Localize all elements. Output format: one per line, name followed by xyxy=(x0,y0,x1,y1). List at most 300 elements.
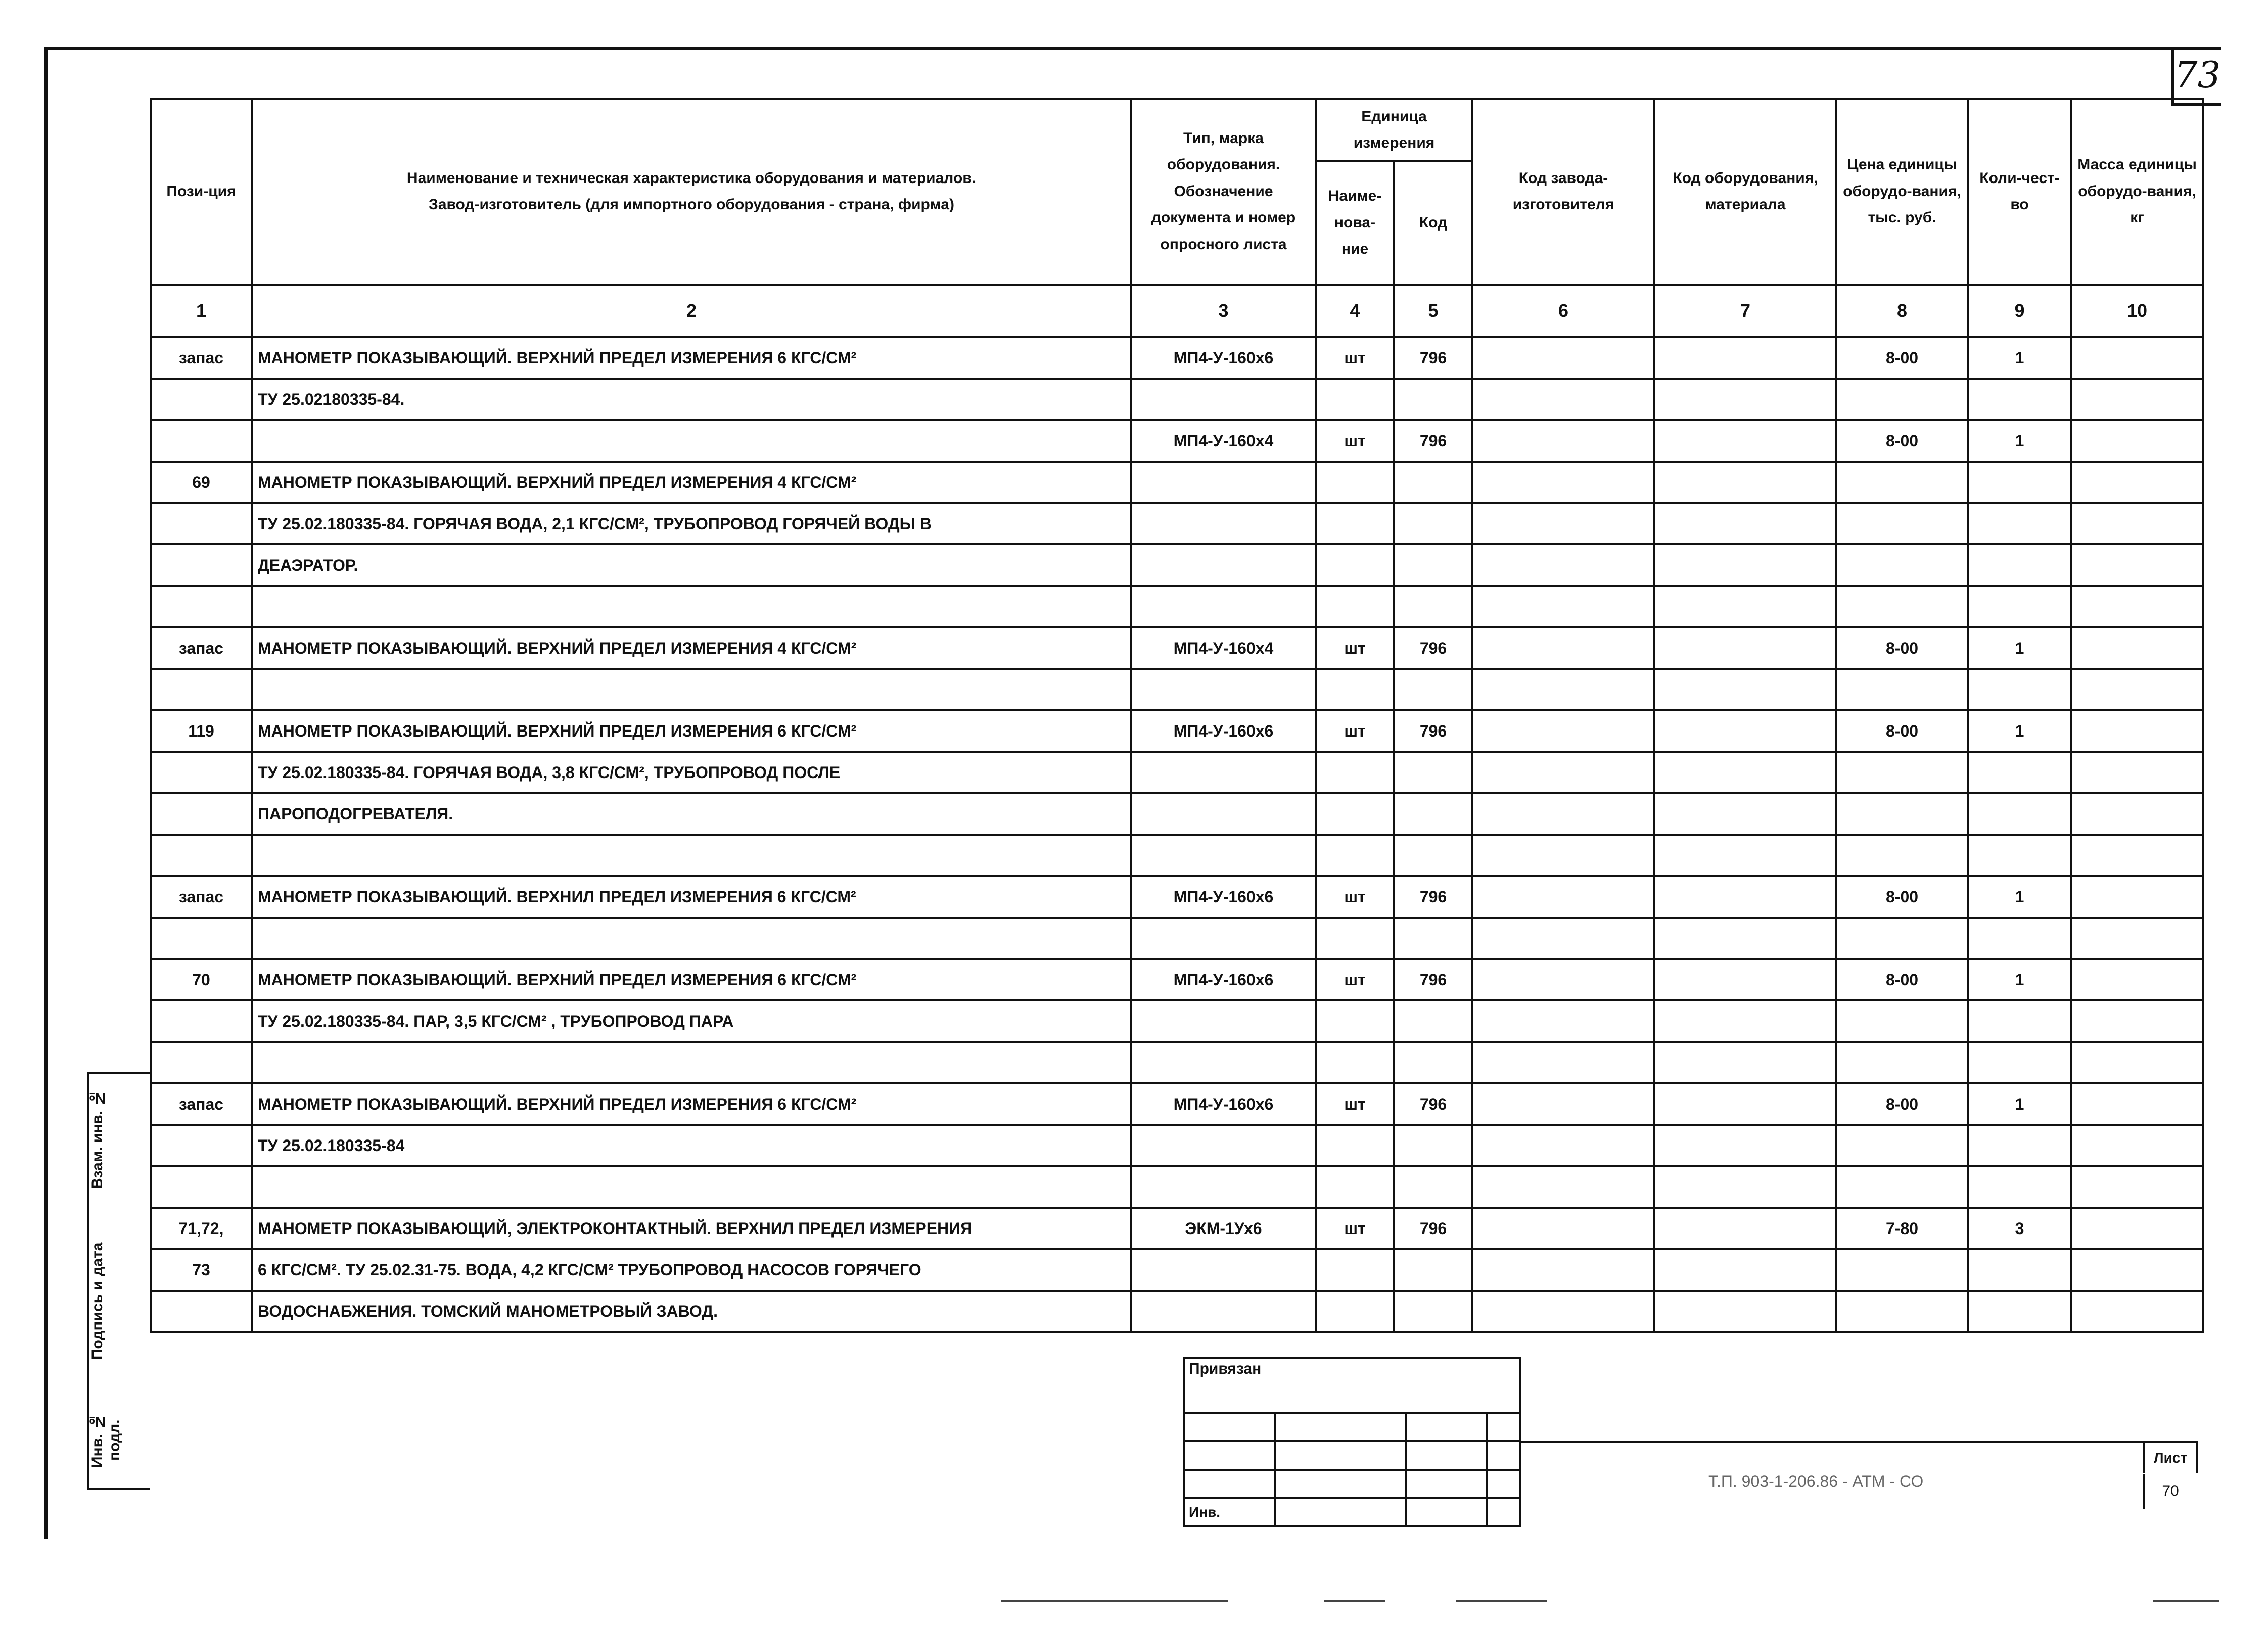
unit-code-cell: 796 xyxy=(1394,876,1472,918)
equipment-code-cell xyxy=(1654,1249,1836,1291)
price-cell xyxy=(1836,1166,1968,1208)
unit-cell xyxy=(1316,752,1394,793)
document-code: Т.П. 903-1-206.86 - АТМ - СО xyxy=(1708,1472,1924,1490)
price-cell: 7-80 xyxy=(1836,1208,1968,1249)
quantity-cell xyxy=(1968,1125,2071,1166)
header-unit-code-text: Код xyxy=(1419,214,1448,231)
type-cell xyxy=(1131,1166,1316,1208)
mass-cell xyxy=(2071,669,2203,710)
unit-cell xyxy=(1316,669,1394,710)
unit-code-cell: 796 xyxy=(1394,420,1472,462)
header-position-text: Пози-ция xyxy=(166,183,236,200)
side-label-signature: Подпись и дата xyxy=(89,1242,106,1360)
unit-code-cell: 796 xyxy=(1394,1083,1472,1125)
quantity-cell: 1 xyxy=(1968,1083,2071,1125)
type-cell: МП4-У-160х6 xyxy=(1131,959,1316,1000)
unit-cell xyxy=(1316,793,1394,835)
position-cell: запас xyxy=(151,876,252,918)
equipment-code-cell xyxy=(1654,503,1836,544)
position-cell: 119 xyxy=(151,710,252,752)
header-quantity-text: Коли-чест-во xyxy=(1979,169,2060,213)
equipment-code-cell xyxy=(1654,835,1836,876)
factory-code-cell xyxy=(1472,627,1654,669)
mass-cell xyxy=(2071,1166,2203,1208)
type-cell xyxy=(1131,752,1316,793)
name-cell xyxy=(252,586,1131,627)
position-cell xyxy=(151,586,252,627)
price-cell: 8-00 xyxy=(1836,710,1968,752)
table-row xyxy=(151,959,2203,1000)
header-position xyxy=(151,99,252,285)
table-row xyxy=(151,1208,2203,1249)
header-equipment-code-text: Код оборудования, материала xyxy=(1673,169,1818,213)
table-row xyxy=(151,544,2203,586)
header-name xyxy=(252,99,1131,285)
equipment-code-cell xyxy=(1654,420,1836,462)
type-cell xyxy=(1131,835,1316,876)
table-row xyxy=(151,1042,2203,1083)
unit-cell xyxy=(1316,1291,1394,1332)
factory-code-cell xyxy=(1472,1208,1654,1249)
quantity-cell xyxy=(1968,1249,2071,1291)
price-cell xyxy=(1836,1125,1968,1166)
equipment-code-cell xyxy=(1654,337,1836,379)
table-row xyxy=(151,876,2203,918)
position-cell xyxy=(151,1291,252,1332)
unit-code-cell xyxy=(1394,379,1472,420)
col-number: 1 xyxy=(151,285,252,337)
factory-code-cell xyxy=(1472,1042,1654,1083)
mass-cell xyxy=(2071,1208,2203,1249)
position-cell: запас xyxy=(151,627,252,669)
factory-code-cell xyxy=(1472,503,1654,544)
type-cell xyxy=(1131,586,1316,627)
mass-cell xyxy=(2071,586,2203,627)
unit-code-cell xyxy=(1394,752,1472,793)
type-cell xyxy=(1131,1291,1316,1332)
header-mass xyxy=(2071,99,2203,285)
equipment-specification-table xyxy=(150,98,2204,1333)
type-cell xyxy=(1131,1125,1316,1166)
price-cell xyxy=(1836,379,1968,420)
unit-code-cell xyxy=(1394,462,1472,503)
name-cell xyxy=(252,835,1131,876)
equipment-code-cell xyxy=(1654,710,1836,752)
unit-code-cell xyxy=(1394,544,1472,586)
factory-code-cell xyxy=(1472,669,1654,710)
mass-cell xyxy=(2071,379,2203,420)
unit-code-cell: 796 xyxy=(1394,337,1472,379)
equipment-code-cell xyxy=(1654,669,1836,710)
equipment-code-cell xyxy=(1654,627,1836,669)
price-cell: 8-00 xyxy=(1836,420,1968,462)
unit-code-cell xyxy=(1394,669,1472,710)
position-cell xyxy=(151,1000,252,1042)
factory-code-cell xyxy=(1472,1000,1654,1042)
unit-code-cell: 796 xyxy=(1394,959,1472,1000)
equipment-code-cell xyxy=(1654,752,1836,793)
col-number: 7 xyxy=(1654,285,1836,337)
factory-code-cell xyxy=(1472,1291,1654,1332)
equipment-code-cell xyxy=(1654,876,1836,918)
header-unit-name xyxy=(1316,161,1394,285)
price-cell xyxy=(1836,918,1968,959)
position-cell xyxy=(151,793,252,835)
factory-code-cell xyxy=(1472,752,1654,793)
factory-code-cell xyxy=(1472,876,1654,918)
equipment-code-cell xyxy=(1654,462,1836,503)
column-numbers-row xyxy=(151,285,2203,337)
name-cell: МАНОМЕТР ПОКАЗЫВАЮЩИЙ. ВЕРХНИЙ ПРЕДЕЛ ИЗМЕРЕНИЯ 6 КГС/СМ² xyxy=(252,1083,1131,1125)
factory-code-cell xyxy=(1472,1083,1654,1125)
name-cell: ТУ 25.02.180335-84. ПАР, 3,5 КГС/СМ² , ТРУБОПРОВОД ПАРА xyxy=(252,1000,1131,1042)
quantity-cell xyxy=(1968,669,2071,710)
header-factory-code-text: Код завода-изготовителя xyxy=(1512,169,1614,213)
mass-cell xyxy=(2071,1042,2203,1083)
side-label-replace: Взам. инв. № xyxy=(89,1089,106,1190)
mass-cell xyxy=(2071,876,2203,918)
unit-cell: шт xyxy=(1316,1208,1394,1249)
equipment-code-cell xyxy=(1654,793,1836,835)
equipment-code-cell xyxy=(1654,1291,1836,1332)
side-stamp xyxy=(87,1072,150,1490)
table-row xyxy=(151,1249,2203,1291)
mass-cell xyxy=(2071,835,2203,876)
quantity-cell xyxy=(1968,835,2071,876)
header-quantity xyxy=(1968,99,2071,285)
col-number: 8 xyxy=(1836,285,1968,337)
quantity-cell: 1 xyxy=(1968,420,2071,462)
mass-cell xyxy=(2071,1249,2203,1291)
unit-cell xyxy=(1316,918,1394,959)
name-cell xyxy=(252,1166,1131,1208)
position-cell: 71,72, xyxy=(151,1208,252,1249)
col-number: 5 xyxy=(1394,285,1472,337)
scan-artifact-line xyxy=(1001,1600,1228,1602)
equipment-code-cell xyxy=(1654,544,1836,586)
factory-code-cell xyxy=(1472,835,1654,876)
price-cell xyxy=(1836,669,1968,710)
unit-code-cell xyxy=(1394,793,1472,835)
name-cell: МАНОМЕТР ПОКАЗЫВАЮЩИЙ. ВЕРХНИЙ ПРЕДЕЛ ИЗМЕРЕНИЯ 6 КГС/СМ² xyxy=(252,959,1131,1000)
name-cell: МАНОМЕТР ПОКАЗЫВАЮЩИЙ. ВЕРХНИЙ ПРЕДЕЛ ИЗМЕРЕНИЯ 4 КГС/СМ² xyxy=(252,627,1131,669)
mass-cell xyxy=(2071,793,2203,835)
name-cell: МАНОМЕТР ПОКАЗЫВАЮЩИЙ. ВЕРХНИЙ ПРЕДЕЛ ИЗМЕРЕНИЯ 6 КГС/СМ² xyxy=(252,337,1131,379)
name-cell: ТУ 25.02180335-84. xyxy=(252,379,1131,420)
name-cell: МАНОМЕТР ПОКАЗЫВАЮЩИЙ, ЭЛЕКТРОКОНТАКТНЫЙ. ВЕРХНИЛ ПРЕДЕЛ ИЗМЕРЕНИЯ xyxy=(252,1208,1131,1249)
equipment-code-cell xyxy=(1654,1000,1836,1042)
table-body xyxy=(151,337,2203,1332)
table-row xyxy=(151,586,2203,627)
type-cell: МП4-У-160х4 xyxy=(1131,627,1316,669)
stamp-inv: Инв. xyxy=(1184,1498,1275,1526)
quantity-cell xyxy=(1968,752,2071,793)
position-cell xyxy=(151,1042,252,1083)
mass-cell xyxy=(2071,627,2203,669)
price-cell xyxy=(1836,1000,1968,1042)
table-row xyxy=(151,710,2203,752)
quantity-cell xyxy=(1968,918,2071,959)
header-type xyxy=(1131,99,1316,285)
price-cell: 8-00 xyxy=(1836,1083,1968,1125)
table-row xyxy=(151,835,2203,876)
header-equipment-code xyxy=(1654,99,1836,285)
unit-cell xyxy=(1316,835,1394,876)
price-cell xyxy=(1836,1249,1968,1291)
position-cell xyxy=(151,669,252,710)
name-cell: ТУ 25.02.180335-84. ГОРЯЧАЯ ВОДА, 2,1 КГС/СМ², ТРУБОПРОВОД ГОРЯЧЕЙ ВОДЫ В xyxy=(252,503,1131,544)
table-row xyxy=(151,337,2203,379)
position-cell xyxy=(151,544,252,586)
unit-cell: шт xyxy=(1316,627,1394,669)
type-cell: МП4-У-160х6 xyxy=(1131,1083,1316,1125)
quantity-cell xyxy=(1968,1291,2071,1332)
price-cell xyxy=(1836,503,1968,544)
type-cell: МП4-У-160х4 xyxy=(1131,420,1316,462)
position-cell xyxy=(151,1125,252,1166)
mass-cell xyxy=(2071,544,2203,586)
mass-cell xyxy=(2071,1083,2203,1125)
mass-cell xyxy=(2071,420,2203,462)
name-cell: МАНОМЕТР ПОКАЗЫВАЮЩИЙ. ВЕРХНИЙ ПРЕДЕЛ ИЗМЕРЕНИЯ 4 КГС/СМ² xyxy=(252,462,1131,503)
type-cell xyxy=(1131,669,1316,710)
unit-code-cell xyxy=(1394,1249,1472,1291)
position-cell: 69 xyxy=(151,462,252,503)
price-cell xyxy=(1836,586,1968,627)
col-number: 2 xyxy=(252,285,1131,337)
col-number: 3 xyxy=(1131,285,1316,337)
header-name-line1: Наименование и техническая характеристика оборудования и материалов. xyxy=(406,169,977,187)
table-row xyxy=(151,669,2203,710)
equipment-code-cell xyxy=(1654,1042,1836,1083)
scan-artifact-line xyxy=(1324,1600,1385,1602)
unit-code-cell xyxy=(1394,1166,1472,1208)
mass-cell xyxy=(2071,462,2203,503)
quantity-cell: 1 xyxy=(1968,710,2071,752)
quantity-cell xyxy=(1968,1166,2071,1208)
table-row xyxy=(151,1083,2203,1125)
col-number: 6 xyxy=(1472,285,1654,337)
name-cell xyxy=(252,669,1131,710)
position-cell xyxy=(151,835,252,876)
unit-cell xyxy=(1316,1042,1394,1083)
header-unit-group xyxy=(1316,99,1472,161)
quantity-cell xyxy=(1968,379,2071,420)
table-row xyxy=(151,1125,2203,1166)
name-cell: ВОДОСНАБЖЕНИЯ. ТОМСКИЙ МАНОМЕТРОВЫЙ ЗАВОД. xyxy=(252,1291,1131,1332)
type-cell xyxy=(1131,503,1316,544)
position-cell xyxy=(151,918,252,959)
position-cell: запас xyxy=(151,1083,252,1125)
header-row xyxy=(151,99,2203,161)
position-cell xyxy=(151,503,252,544)
quantity-cell: 1 xyxy=(1968,627,2071,669)
unit-code-cell xyxy=(1394,918,1472,959)
unit-code-cell xyxy=(1394,835,1472,876)
name-cell: МАНОМЕТР ПОКАЗЫВАЮЩИЙ. ВЕРХНИЙ ПРЕДЕЛ ИЗМЕРЕНИЯ 6 КГС/СМ² xyxy=(252,710,1131,752)
position-cell: запас xyxy=(151,337,252,379)
scan-artifact-line xyxy=(2153,1600,2219,1602)
type-cell xyxy=(1131,462,1316,503)
factory-code-cell xyxy=(1472,918,1654,959)
name-cell xyxy=(252,420,1131,462)
col-number: 4 xyxy=(1316,285,1394,337)
factory-code-cell xyxy=(1472,710,1654,752)
name-cell: ДЕАЭРАТОР. xyxy=(252,544,1131,586)
unit-code-cell: 796 xyxy=(1394,710,1472,752)
equipment-code-cell xyxy=(1654,1125,1836,1166)
position-cell xyxy=(151,420,252,462)
table-row xyxy=(151,420,2203,462)
type-cell xyxy=(1131,1249,1316,1291)
type-cell xyxy=(1131,379,1316,420)
table-row xyxy=(151,462,2203,503)
factory-code-cell xyxy=(1472,793,1654,835)
table-row xyxy=(151,1291,2203,1332)
factory-code-cell xyxy=(1472,462,1654,503)
table-row xyxy=(151,793,2203,835)
header-mass-text: Масса единицы оборудо-вания, кг xyxy=(2077,156,2197,226)
unit-cell xyxy=(1316,544,1394,586)
type-cell xyxy=(1131,793,1316,835)
unit-code-cell xyxy=(1394,1291,1472,1332)
stamp-title: Привязан xyxy=(1184,1358,1520,1413)
mass-cell xyxy=(2071,337,2203,379)
unit-code-cell: 796 xyxy=(1394,627,1472,669)
position-cell: 73 xyxy=(151,1249,252,1291)
name-cell: ПАРОПОДОГРЕВАТЕЛЯ. xyxy=(252,793,1131,835)
quantity-cell xyxy=(1968,462,2071,503)
mass-cell xyxy=(2071,959,2203,1000)
page-number: 73 xyxy=(2171,47,2221,106)
mass-cell xyxy=(2071,1291,2203,1332)
unit-cell: шт xyxy=(1316,337,1394,379)
name-cell xyxy=(252,918,1131,959)
factory-code-cell xyxy=(1472,337,1654,379)
quantity-cell xyxy=(1968,544,2071,586)
col-number: 10 xyxy=(2071,285,2203,337)
factory-code-cell xyxy=(1472,959,1654,1000)
unit-code-cell xyxy=(1394,1042,1472,1083)
sheet-number: 70 xyxy=(2143,1474,2196,1509)
unit-cell: шт xyxy=(1316,959,1394,1000)
table-row xyxy=(151,503,2203,544)
equipment-code-cell xyxy=(1654,959,1836,1000)
header-price xyxy=(1836,99,1968,285)
name-cell: ТУ 25.02.180335-84. ГОРЯЧАЯ ВОДА, 3,8 КГС/СМ², ТРУБОПРОВОД ПОСЛЕ xyxy=(252,752,1131,793)
header-unit-code xyxy=(1394,161,1472,285)
quantity-cell: 1 xyxy=(1968,876,2071,918)
factory-code-cell xyxy=(1472,1166,1654,1208)
quantity-cell: 1 xyxy=(1968,337,2071,379)
price-cell: 8-00 xyxy=(1836,627,1968,669)
unit-code-cell xyxy=(1394,1000,1472,1042)
quantity-cell: 1 xyxy=(1968,959,2071,1000)
type-cell: ЭКМ-1Ух6 xyxy=(1131,1208,1316,1249)
quantity-cell xyxy=(1968,586,2071,627)
price-cell: 8-00 xyxy=(1836,337,1968,379)
unit-cell xyxy=(1316,462,1394,503)
unit-cell xyxy=(1316,1249,1394,1291)
title-block-line xyxy=(1521,1441,2179,1443)
binding-stamp xyxy=(1183,1357,1521,1527)
quantity-cell: 3 xyxy=(1968,1208,2071,1249)
mass-cell xyxy=(2071,1000,2203,1042)
header-factory-code xyxy=(1472,99,1654,285)
table-row xyxy=(151,379,2203,420)
factory-code-cell xyxy=(1472,420,1654,462)
price-cell xyxy=(1836,462,1968,503)
header-type-text: Тип, марка оборудования. Обозначение документа и номер опросного листа xyxy=(1151,129,1296,253)
equipment-code-cell xyxy=(1654,586,1836,627)
mass-cell xyxy=(2071,918,2203,959)
price-cell xyxy=(1836,1042,1968,1083)
unit-cell: шт xyxy=(1316,420,1394,462)
factory-code-cell xyxy=(1472,379,1654,420)
table-row xyxy=(151,918,2203,959)
mass-cell xyxy=(2071,710,2203,752)
name-cell: ТУ 25.02.180335-84 xyxy=(252,1125,1131,1166)
type-cell xyxy=(1131,544,1316,586)
unit-cell xyxy=(1316,1125,1394,1166)
position-cell xyxy=(151,752,252,793)
factory-code-cell xyxy=(1472,544,1654,586)
name-cell xyxy=(252,1042,1131,1083)
unit-cell: шт xyxy=(1316,710,1394,752)
unit-cell xyxy=(1316,503,1394,544)
price-cell: 8-00 xyxy=(1836,959,1968,1000)
position-cell: 70 xyxy=(151,959,252,1000)
unit-code-cell xyxy=(1394,503,1472,544)
factory-code-cell xyxy=(1472,1249,1654,1291)
col-number: 9 xyxy=(1968,285,2071,337)
type-cell xyxy=(1131,918,1316,959)
mass-cell xyxy=(2071,1125,2203,1166)
unit-cell: шт xyxy=(1316,1083,1394,1125)
mass-cell xyxy=(2071,503,2203,544)
table-row xyxy=(151,752,2203,793)
position-cell xyxy=(151,379,252,420)
quantity-cell xyxy=(1968,793,2071,835)
unit-code-cell: 796 xyxy=(1394,1208,1472,1249)
price-cell: 8-00 xyxy=(1836,876,1968,918)
position-cell xyxy=(151,1166,252,1208)
equipment-code-cell xyxy=(1654,918,1836,959)
type-cell: МП4-У-160х6 xyxy=(1131,337,1316,379)
equipment-code-cell xyxy=(1654,379,1836,420)
factory-code-cell xyxy=(1472,1125,1654,1166)
unit-cell xyxy=(1316,1166,1394,1208)
table-row xyxy=(151,1000,2203,1042)
quantity-cell xyxy=(1968,503,2071,544)
unit-cell xyxy=(1316,586,1394,627)
quantity-cell xyxy=(1968,1042,2071,1083)
type-cell xyxy=(1131,1042,1316,1083)
equipment-code-cell xyxy=(1654,1166,1836,1208)
type-cell: МП4-У-160х6 xyxy=(1131,710,1316,752)
side-label-inventory: Инв. № подл. xyxy=(89,1413,123,1468)
quantity-cell xyxy=(1968,1000,2071,1042)
name-cell: 6 КГС/СМ². ТУ 25.02.31-75. ВОДА, 4,2 КГС/СМ² ТРУБОПРОВОД НАСОСОВ ГОРЯЧЕГО xyxy=(252,1249,1131,1291)
unit-code-cell xyxy=(1394,586,1472,627)
table-row xyxy=(151,627,2203,669)
price-cell xyxy=(1836,544,1968,586)
sheet-label: Лист xyxy=(2143,1441,2198,1473)
price-cell xyxy=(1836,1291,1968,1332)
type-cell xyxy=(1131,1000,1316,1042)
price-cell xyxy=(1836,835,1968,876)
unit-cell xyxy=(1316,1000,1394,1042)
